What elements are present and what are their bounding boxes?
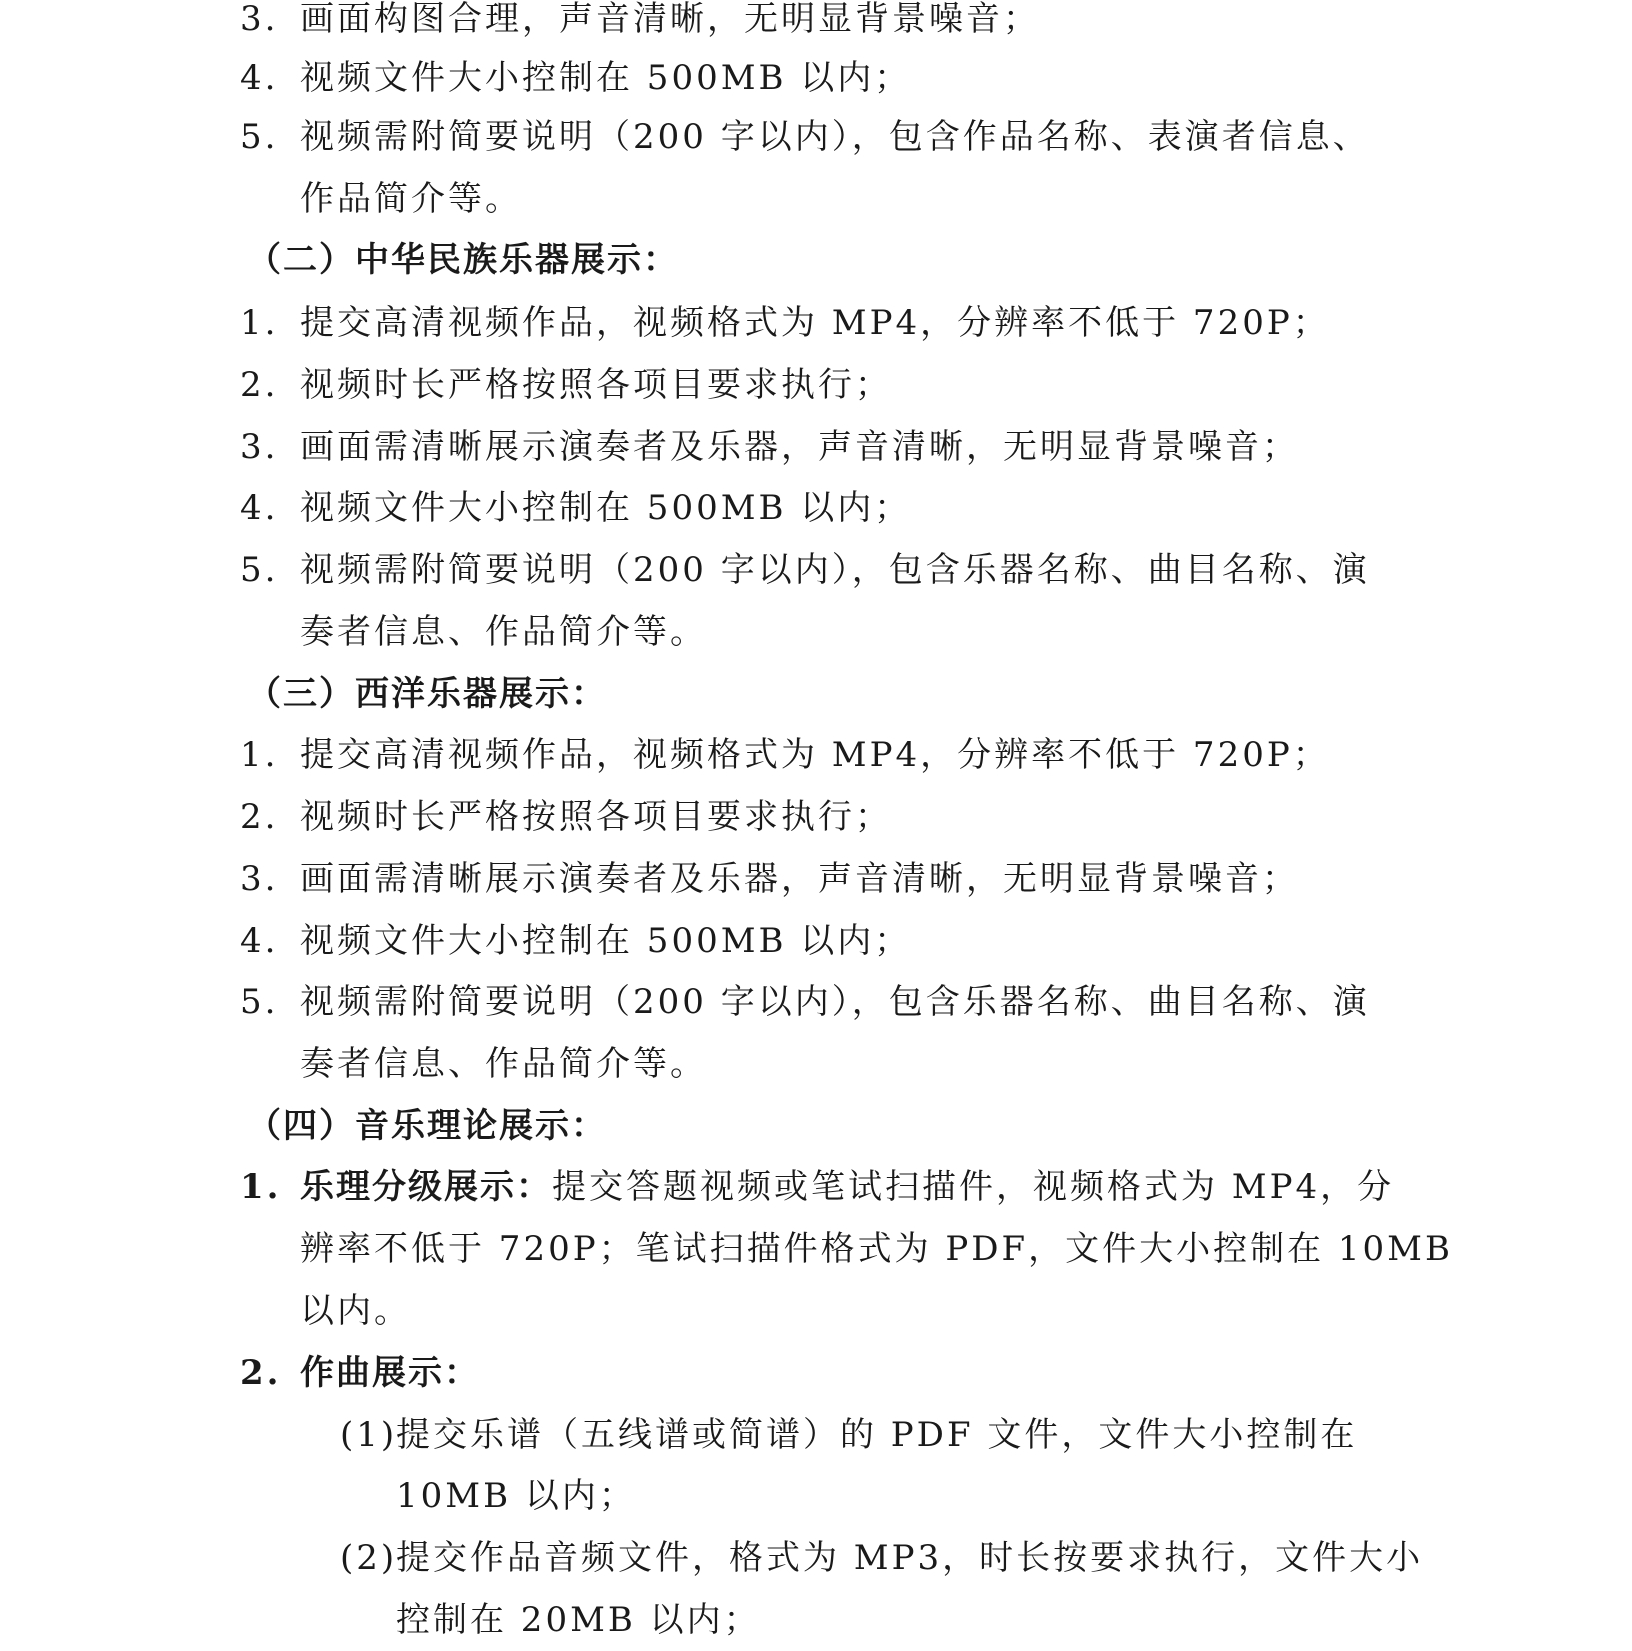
list-text: 视频时长严格按照各项目要求执行；	[300, 365, 892, 405]
sub-list-item	[0, 1404, 1632, 1466]
list-number: 2.	[240, 797, 279, 837]
section-heading-text: （二）中华民族乐器展示：	[247, 240, 679, 280]
list-number: 1.	[240, 1167, 282, 1207]
list-text: 提交高清视频作品，视频格式为 MP4，分辨率不低于 720P；	[300, 303, 1330, 343]
list-text: 视频文件大小控制在 500MB 以内；	[300, 488, 912, 528]
list-text-continuation: 辨率不低于 720P；笔试扫描件格式为 PDF，文件大小控制在 10MB	[300, 1229, 1453, 1269]
list-number: 5.	[240, 550, 279, 590]
list-item	[0, 1156, 1632, 1218]
sub-list-item-continuation	[0, 1589, 1632, 1651]
list-item	[0, 47, 1632, 109]
list-number: 2.	[240, 365, 279, 405]
list-number: 1.	[240, 303, 279, 343]
list-text: 视频需附简要说明（200 字以内），包含乐器名称、曲目名称、演	[300, 550, 1370, 590]
list-number: 3.	[240, 427, 279, 467]
sub-list-item	[0, 1527, 1632, 1589]
list-text: 视频文件大小控制在 500MB 以内；	[300, 921, 912, 961]
list-number: 1.	[240, 735, 279, 775]
sub-list-number: (2)	[340, 1538, 398, 1578]
list-number: 5.	[240, 117, 279, 157]
list-item	[0, 292, 1632, 354]
list-text-continuation: 奏者信息、作品简介等。	[300, 1044, 707, 1084]
list-text: 视频文件大小控制在 500MB 以内；	[300, 58, 912, 98]
list-text: 画面需清晰展示演奏者及乐器，声音清晰，无明显背景噪音；	[300, 427, 1299, 467]
list-number: 3.	[240, 0, 279, 39]
list-number: 4.	[240, 488, 279, 528]
list-number: 2.	[240, 1353, 282, 1393]
list-text: 视频需附简要说明（200 字以内），包含作品名称、表演者信息、	[300, 117, 1370, 157]
list-number: 5.	[240, 982, 279, 1022]
section-heading	[0, 663, 1632, 725]
list-item	[0, 0, 1632, 50]
list-text-continuation: 以内。	[300, 1291, 411, 1331]
list-text: 画面构图合理，声音清晰，无明显背景噪音；	[300, 0, 1040, 39]
sub-list-number: (1)	[340, 1415, 398, 1455]
list-item-continuation	[0, 168, 1632, 230]
list-text: 视频时长严格按照各项目要求执行；	[300, 797, 892, 837]
list-item	[0, 539, 1632, 601]
item-label: 乐理分级展示：	[300, 1167, 552, 1207]
list-number: 4.	[240, 921, 279, 961]
list-text: 视频需附简要说明（200 字以内），包含乐器名称、曲目名称、演	[300, 982, 1370, 1022]
sub-list-text: 提交乐谱（五线谱或简谱）的 PDF 文件，文件大小控制在	[396, 1415, 1358, 1455]
section-heading-text: （三）西洋乐器展示：	[247, 674, 607, 714]
list-text: 画面需清晰展示演奏者及乐器，声音清晰，无明显背景噪音；	[300, 859, 1299, 899]
section-heading-text: （四）音乐理论展示：	[247, 1106, 607, 1146]
list-item	[0, 1342, 1632, 1404]
list-text: 提交高清视频作品，视频格式为 MP4，分辨率不低于 720P；	[300, 735, 1330, 775]
list-text-continuation: 作品简介等。	[300, 179, 522, 219]
sub-list-text-continuation: 10MB 以内；	[396, 1476, 636, 1516]
list-item	[0, 910, 1632, 972]
list-item	[0, 786, 1632, 848]
list-item	[0, 724, 1632, 786]
list-item-continuation	[0, 601, 1632, 663]
list-item-continuation	[0, 1218, 1632, 1280]
item-label: 作曲展示：	[300, 1353, 480, 1393]
list-item	[0, 477, 1632, 539]
list-number: 3.	[240, 859, 279, 899]
list-item	[0, 971, 1632, 1033]
section-heading	[0, 1095, 1632, 1157]
section-heading	[0, 229, 1632, 291]
list-number: 4.	[240, 58, 279, 98]
sub-list-text-continuation: 控制在 20MB 以内；	[396, 1600, 761, 1640]
list-item-continuation	[0, 1033, 1632, 1095]
sub-list-text: 提交作品音频文件，格式为 MP3，时长按要求执行，文件大小	[396, 1538, 1424, 1578]
list-text-continuation: 奏者信息、作品简介等。	[300, 612, 707, 652]
item-text: 提交答题视频或笔试扫描件，视频格式为 MP4，分	[552, 1167, 1395, 1207]
list-text	[300, 1156, 1394, 1218]
list-item	[0, 106, 1632, 168]
list-item	[0, 848, 1632, 910]
list-item	[0, 354, 1632, 416]
list-item	[0, 416, 1632, 478]
sub-list-item-continuation	[0, 1465, 1632, 1527]
list-item-continuation	[0, 1280, 1632, 1342]
